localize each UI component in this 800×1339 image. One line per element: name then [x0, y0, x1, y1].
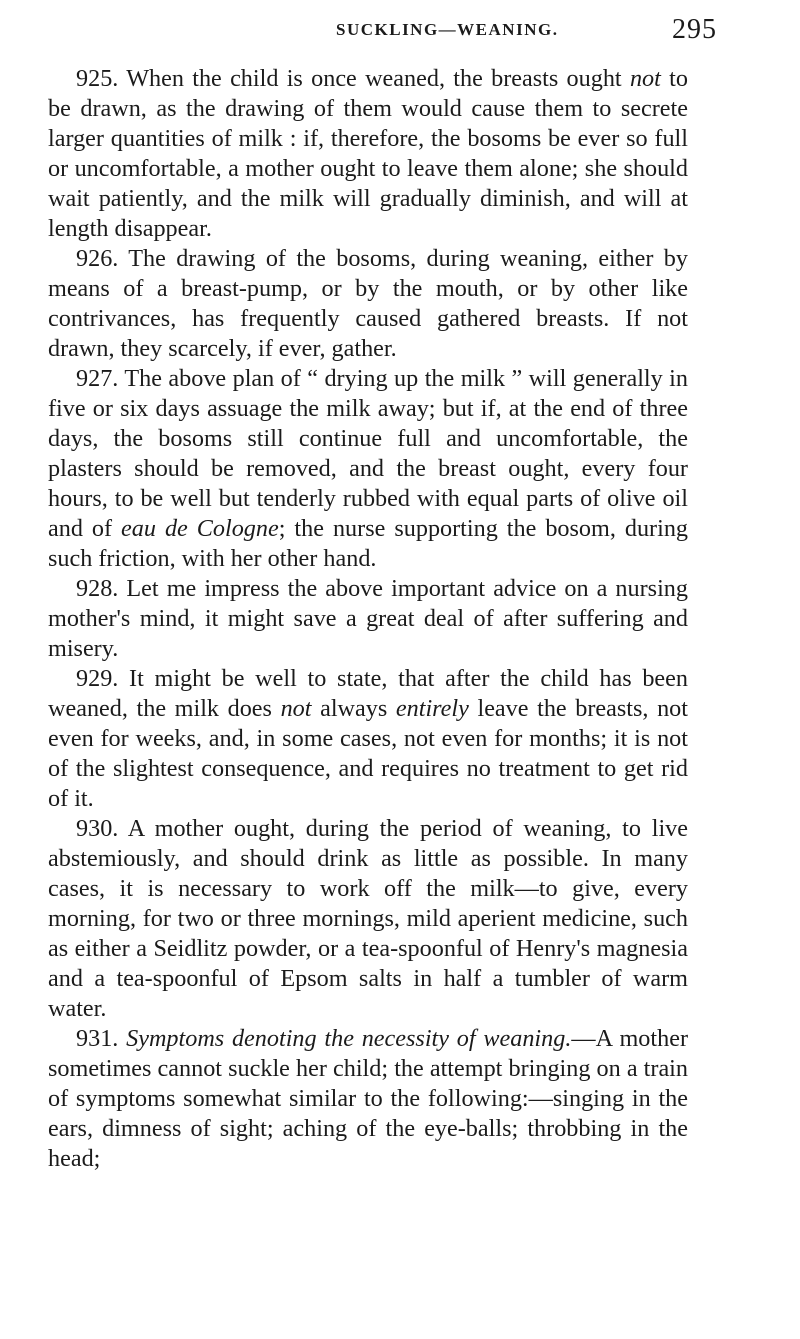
paragraph-number: 927. — [76, 365, 119, 392]
text-run: The above plan of “ drying up the milk ” will generally in five or six days assuage the milk away; but if, at the end of three days, the bosoms still continue full and uncomfortable, the plasters should be removed, and the breast ought, every four hours, to be well but tenderly rubbed with equal parts of olive oil and of — [48, 365, 688, 542]
paragraph-925 — [48, 64, 688, 244]
paragraph-number: 930. — [76, 815, 119, 842]
paragraph-number: 928. — [76, 575, 119, 602]
text-run: —A mother sometimes cannot suckle her child; the attempt bringing on a train of symptoms somewhat similar to the following:—singing in the ears, dimness of sight; aching of the eye-balls; throbbing in the head; — [48, 1025, 688, 1172]
paragraph-931 — [48, 1024, 688, 1174]
paragraph-928 — [48, 574, 688, 664]
paragraph-number: 925. — [76, 65, 119, 92]
emphasis: entirely — [395, 695, 469, 722]
paragraph-926 — [48, 244, 688, 364]
paragraph-930 — [48, 814, 688, 1024]
emphasis: eau de Cologne — [121, 515, 279, 542]
paragraph-number: 929. — [76, 665, 119, 692]
text-run: The drawing of the bosoms, during weaning, either by means of a breast-pump, or by the mouth, or by other like contrivances, has frequently caused gathered breasts. If not drawn, they scarcely, if ever, gather. — [48, 245, 688, 362]
text-run: to be drawn, as the drawing of them would cause them to secrete larger quantities of milk : if, therefore, the bosoms be ever so full or uncomfortable, a mother ought to leave them alone; she should wait patiently, and the milk will gradually diminish, and will at length disappear. — [48, 65, 688, 242]
paragraph-number: 931. — [76, 1025, 119, 1052]
emphasis: not — [629, 65, 661, 92]
body-text — [48, 64, 688, 1174]
text-run: ; the nurse supporting the bosom, during such friction, with her other hand. — [48, 515, 689, 572]
text-run: leave the breasts, not even for weeks, and, in some cases, not even for months; it is not of the slightest consequence, and requires no treatment to get rid of it. — [48, 695, 688, 812]
text-run: A mother ought, during the period of weaning, to live abstemiously, and should drink as little as possible. In many cases, it is necessary to work off the milk—to give, every morning, for two or three mornings, mild aperient medicine, such as either a Seidlitz powder, or a tea-spoonful of Henry's magnesia and a tea-spoonful of Epsom salts in half a tumbler of warm water. — [48, 815, 688, 1022]
text-run: When the child is once weaned, the breasts ought — [126, 65, 630, 92]
text-run: always — [311, 695, 396, 722]
section-heading: Symptoms denoting the necessity of weaning. — [126, 1025, 572, 1052]
paragraph-number: 926. — [76, 245, 119, 272]
paragraph-927 — [48, 364, 688, 574]
running-head: SUCKLING—WEANING. — [336, 20, 559, 39]
page-number: 295 — [672, 14, 717, 45]
paragraph-929 — [48, 664, 688, 814]
text-run: Let me impress the above important advice on a nursing mother's mind, it might save a great deal of after suffering and misery. — [48, 575, 688, 662]
text-run: It might be well to state, that after the child has been weaned, the milk does — [48, 665, 688, 722]
emphasis: not — [280, 695, 312, 722]
